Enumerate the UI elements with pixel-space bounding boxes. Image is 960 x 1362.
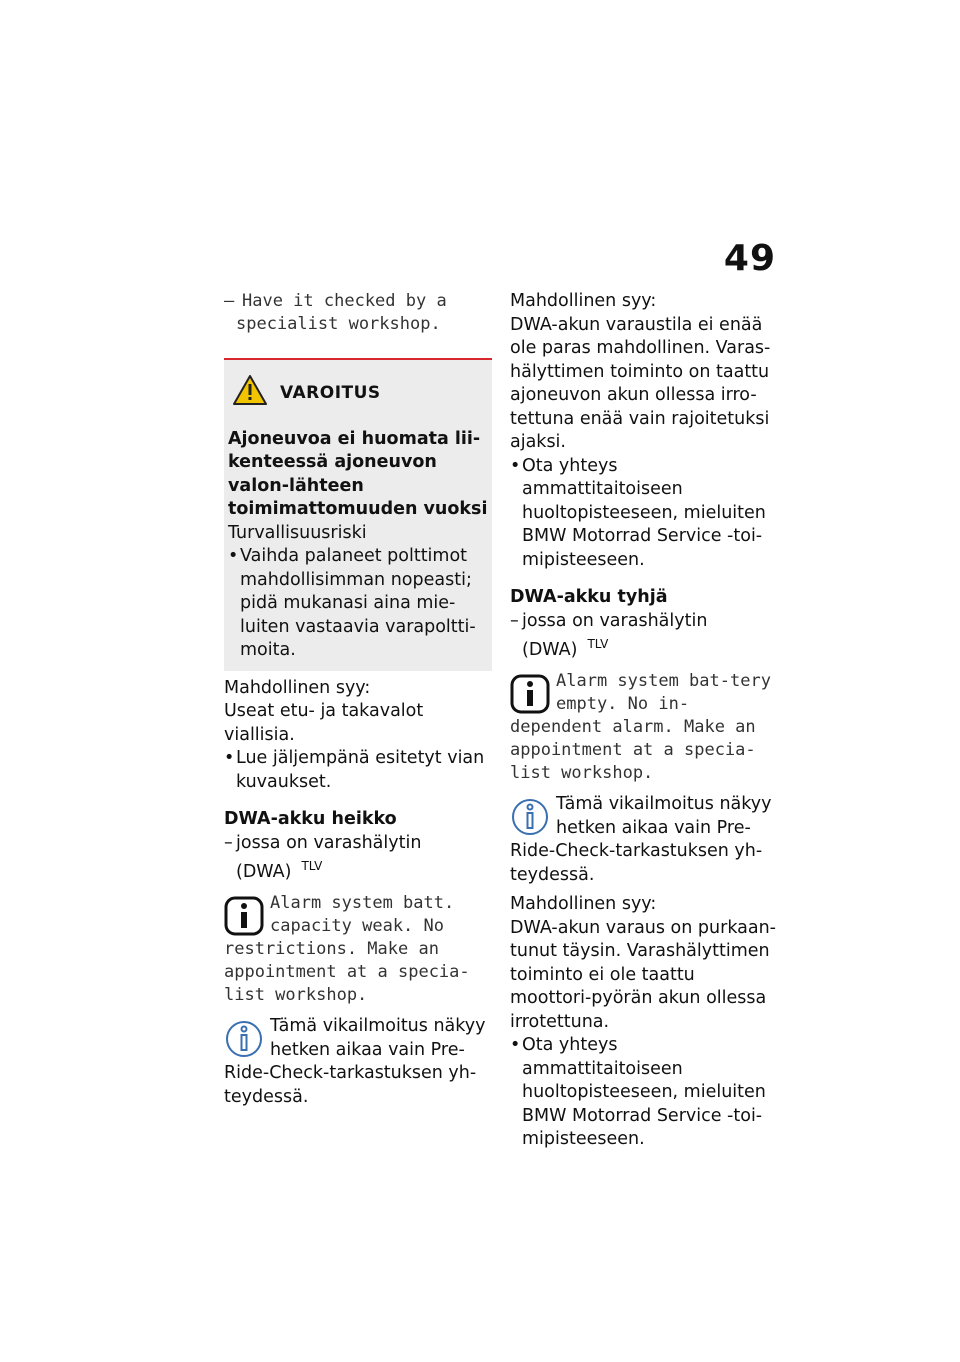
warning-heading: Ajoneuvoa ei huomata lii-kenteessä ajoneuvon valon-lähteen toimimattomuuden vuoksi — [228, 428, 488, 519]
message-text: Alarm system batt. capacity weak. No restrictions. Make an appointment at a specia-list workshop. — [224, 893, 470, 1006]
warning-title: VAROITUS — [280, 383, 381, 403]
warning-bullet-text: Vaihda palaneet polttimot mahdollisimman nopeasti; pidä mukanasi aina mie-luiten vastaavia varapoltti-moita. — [240, 546, 476, 660]
message-text: Alarm system bat-tery empty. No in-dependent alarm. Make an appointment at a specia-list workshop. — [510, 671, 771, 784]
section-sub-line-1: jossa on varashälytin — [236, 832, 422, 853]
cause-label: Mahdollinen syy: — [510, 291, 657, 311]
cause-bullet-text: Ota yhteys ammattitaitoiseen huoltopisteeseen, mieluiten BMW Motorrad Service -toi-mipisteeseen. — [522, 455, 766, 570]
warning-box — [224, 358, 492, 671]
dash-symbol: – — [510, 610, 519, 631]
section-superscript: TLV — [301, 859, 323, 873]
page-number: 49 — [723, 238, 776, 279]
message-block — [224, 892, 492, 1007]
cause-label: Mahdollinen syy: — [224, 677, 371, 698]
info-icon — [224, 1019, 264, 1059]
info-note-text: Tämä vikailmoitus näkyy hetken aikaa vain Pre-Ride-Check-tarkastuksen yh-teydessä. — [510, 794, 772, 885]
dash-symbol: – — [224, 832, 233, 853]
check-line-2: specialist workshop. — [236, 314, 441, 334]
bullet-symbol: • — [510, 1035, 521, 1056]
cause-text: DWA-akun varaustila ei enää ole paras mahdollinen. Varas-hälyttimen toiminto on taattu ajoneuvon akun ollessa irro-tettuna enää vain rajoitetuksi ajaksi. — [510, 314, 771, 452]
section-heading: DWA-akku heikko — [224, 809, 397, 829]
info-note — [510, 793, 778, 887]
warning-bullet — [228, 545, 488, 663]
cause-bullet — [510, 455, 778, 573]
section-sub — [224, 832, 492, 885]
warning-triangle-icon — [232, 374, 268, 414]
left-column — [224, 290, 492, 1109]
cause-label: Mahdollinen syy: — [510, 894, 657, 915]
cause-bullet-text: Lue jäljempänä esitetyt vian kuvaukset. — [236, 748, 485, 792]
cause-bullet — [510, 1034, 778, 1152]
cause-bullet-text: Ota yhteys ammattitaitoiseen huoltopisteeseen, mieluiten BMW Motorrad Service -toi-mipisteeseen. — [522, 1035, 766, 1150]
info-icon — [224, 896, 264, 936]
cause-text: DWA-akun varaus on purkaan-tunut täysin. Varashälyttimen toiminto ei ole taattu moottori-pyörän akun ollessa irrotettuna. — [510, 917, 776, 1032]
cause-bullet — [224, 747, 492, 794]
section-heading: DWA-akku tyhjä — [510, 587, 668, 607]
right-column — [510, 290, 778, 1152]
warning-title-row — [228, 374, 488, 414]
info-note — [224, 1015, 492, 1109]
bullet-symbol: • — [224, 748, 235, 768]
check-instruction — [224, 290, 492, 336]
bullet-symbol: • — [228, 546, 239, 566]
warning-risk: Turvallisuusriski — [228, 522, 367, 543]
info-note-text: Tämä vikailmoitus näkyy hetken aikaa vain Pre-Ride-Check-tarkastuksen yh-teydessä. — [224, 1016, 486, 1107]
info-icon — [510, 674, 550, 714]
section-sub-line-2: (DWA) — [522, 639, 578, 660]
bullet-symbol: • — [510, 455, 521, 476]
section-sub — [510, 610, 778, 663]
cause-text: Useat etu- ja takavalot viallisia. — [224, 701, 424, 745]
info-icon — [510, 797, 550, 837]
dash-symbol: – — [224, 291, 235, 311]
section-sub-line-2: (DWA) — [236, 861, 292, 882]
section-superscript: TLV — [587, 637, 609, 651]
section-sub-line-1: jossa on varashälytin — [522, 610, 708, 631]
message-block — [510, 670, 778, 785]
check-line-1: Have it checked by a — [242, 291, 447, 311]
